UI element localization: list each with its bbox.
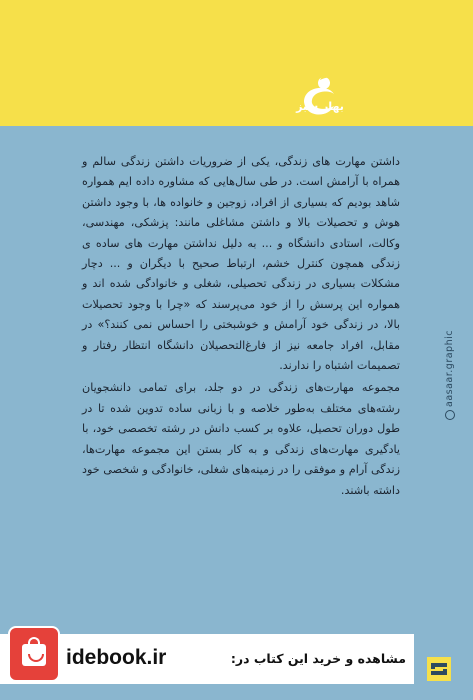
designer-credit-text: aasaar.graphic	[444, 330, 455, 407]
description-paragraph-2: مجموعه مهارت‌های زندگی در دو جلد، برای تمامی دانشجویان رشته‌های مختلف به‌طور خلاصه و با زبانی ساده تدوین شده تا در طول دوران تحصیل، علاوه بر کسب دانش در رشته تخصصی خود، با یادگیری مهارت‌های زندگی و به کار بستن این مجموعه مهارت‌ها، زندگی آرام و موفقی را در زمینه‌های شغلی، خانوادگی و شخصی خود داشته باشند.	[82, 381, 400, 497]
designer-credit	[444, 250, 458, 420]
at-circle-icon	[445, 410, 455, 420]
publisher-logo-text: بهار سبز	[296, 100, 344, 113]
description-paragraph-1: داشتن مهارت های زندگی، یکی از ضروریات داشتن زندگی سالم و همراه با آرامش است. در طی سال‌هایی که مشاوره داده ایم همواره شاهد بودیم که بسیاری از افراد، زوجین و خانواده ها، با وجود داشتن هوش و تحصیلات بالا و داشتن مشاغلی مانند: پزشکی، مهندسی، وکالت، استادی دانشگاه و ... به دلیل نداشتن مهارت های ساده ی زندگی همچون کنترل خشم، ارتباط صحیح با دیگران و ... دچار مشکلات بسیاری در زندگی تحصیلی، شغلی و خانوادگی شده اند و همواره این پرسش را از خود می‌پرسند که «چرا با وجود تحصیلات بالا، در زندگی خود آرامش و خوشبختی را احساس نمی کنند؟» در مقابل، افراد جامعه نیز از فارغ‌التحصیلان دانشگاه انتظار رفتار و تصمیمات اشتباه را ندارند.	[82, 155, 400, 373]
publisher-mark-icon	[426, 656, 452, 682]
store-site-link[interactable]: idebook.ir	[66, 646, 167, 669]
store-banner-text: مشاهده و خرید این کتاب در:	[230, 651, 406, 666]
shopping-bag-icon[interactable]	[8, 626, 60, 682]
back-cover-description	[82, 152, 400, 501]
top-yellow-band	[0, 0, 473, 126]
